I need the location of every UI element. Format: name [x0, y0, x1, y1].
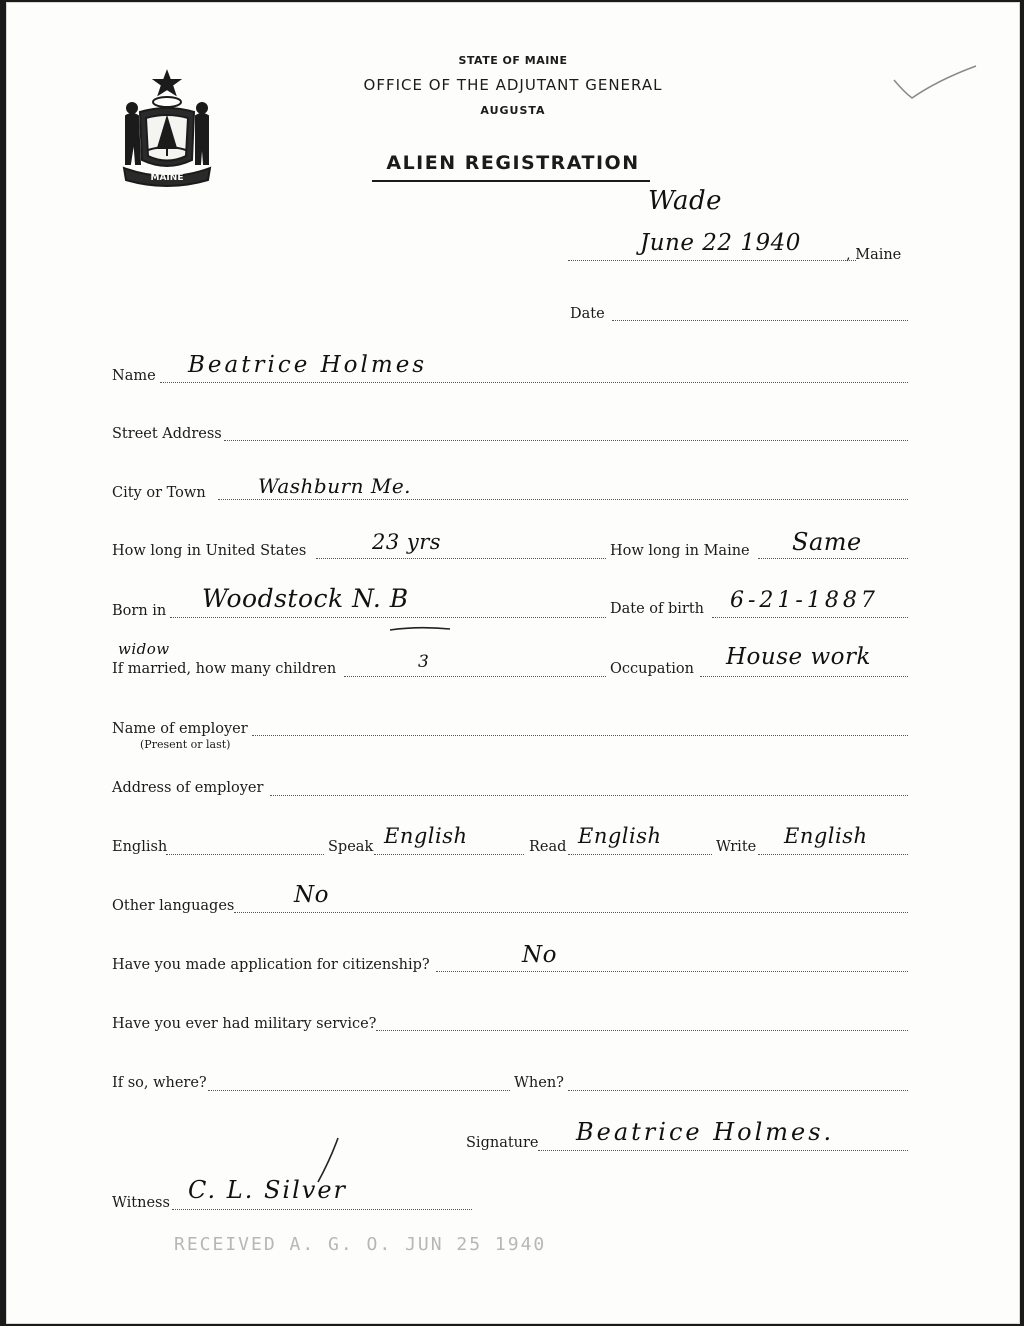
marital-note-handwritten: widow [118, 640, 170, 658]
state-heading: STATE OF MAINE [458, 54, 568, 67]
name-label: Name [112, 368, 156, 384]
read-label: Read [529, 839, 567, 855]
other-languages-label: Other languages [112, 898, 235, 914]
when-line [568, 1090, 908, 1091]
citizenship-handwritten: No [522, 942, 557, 968]
where-label: If so, where? [112, 1075, 207, 1091]
employer-address-label: Address of employer [112, 780, 264, 796]
town-line [568, 260, 856, 261]
dob-label: Date of birth [610, 601, 705, 617]
english-label: English [112, 839, 168, 855]
military-line [376, 1030, 908, 1031]
employer-sublabel: (Present or last) [140, 738, 231, 751]
other-languages-line [234, 912, 908, 913]
write-handwritten: English [784, 824, 868, 848]
how-long-us-label: How long in United States [112, 543, 307, 559]
occupation-handwritten: House work [726, 644, 871, 670]
write-label: Write [716, 839, 757, 855]
employer-line [252, 735, 908, 736]
svg-text:MAINE: MAINE [150, 173, 184, 183]
born-in-handwritten: Woodstock N. B [202, 584, 409, 613]
office-heading: OFFICE OF THE ADJUTANT GENERAL [363, 76, 663, 94]
witness-line [172, 1209, 472, 1210]
dob-line [712, 617, 908, 618]
occupation-label: Occupation [610, 661, 694, 677]
how-long-maine-line [758, 558, 908, 559]
received-stamp: RECEIVED A. G. O. JUN 25 1940 [174, 1234, 547, 1255]
name-line [160, 382, 908, 383]
street-line [224, 440, 908, 441]
witness-handwritten: C. L. Silver [188, 1176, 347, 1204]
employer-label: Name of employer [112, 721, 248, 737]
date-label: Date [570, 306, 605, 322]
military-label: Have you ever had military service? [112, 1016, 377, 1032]
children-handwritten: 3 [418, 652, 430, 672]
signature-label: Signature [466, 1135, 539, 1151]
speak-line [374, 854, 524, 855]
speak-label: Speak [328, 839, 374, 855]
speak-handwritten: English [384, 824, 468, 848]
city-label: City or Town [112, 485, 206, 501]
name-handwritten: Beatrice Holmes [188, 352, 428, 378]
children-line [344, 676, 606, 677]
witness-label: Witness [112, 1195, 170, 1211]
citizenship-line [436, 971, 908, 972]
born-in-label: Born in [112, 603, 167, 619]
how-long-maine-label: How long in Maine [610, 543, 750, 559]
signature-line [538, 1150, 908, 1151]
pen-stroke-icon [388, 622, 452, 636]
how-long-us-handwritten: 23 yrs [372, 530, 442, 554]
city-handwritten: Washburn Me. [258, 474, 412, 498]
form-title: ALIEN REGISTRATION [386, 152, 640, 174]
children-label: If married, how many children [112, 661, 337, 677]
read-handwritten: English [578, 824, 662, 848]
where-line [208, 1090, 510, 1091]
title-underline [372, 180, 650, 182]
read-line [568, 854, 712, 855]
how-long-us-line [316, 558, 606, 559]
town-date-handwritten: June 22 1940 [640, 230, 801, 256]
maine-label: , Maine [846, 247, 902, 263]
when-label: When? [514, 1075, 564, 1091]
dob-handwritten: 6-21-1887 [730, 588, 879, 613]
write-line [758, 854, 908, 855]
town-handwritten: Wade [648, 186, 722, 216]
street-label: Street Address [112, 426, 222, 442]
how-long-maine-handwritten: Same [792, 528, 862, 556]
born-in-line [170, 617, 606, 618]
occupation-line [700, 676, 908, 677]
employer-address-line [270, 795, 908, 796]
other-languages-handwritten: No [294, 882, 329, 908]
date-line [612, 320, 908, 321]
citizenship-label: Have you made application for citizenship? [112, 957, 430, 973]
registration-form-sheet [6, 2, 1020, 1324]
city-line [218, 499, 908, 500]
english-line [166, 854, 324, 855]
city-heading: AUGUSTA [480, 104, 546, 117]
signature-handwritten: Beatrice Holmes. [576, 1118, 835, 1146]
